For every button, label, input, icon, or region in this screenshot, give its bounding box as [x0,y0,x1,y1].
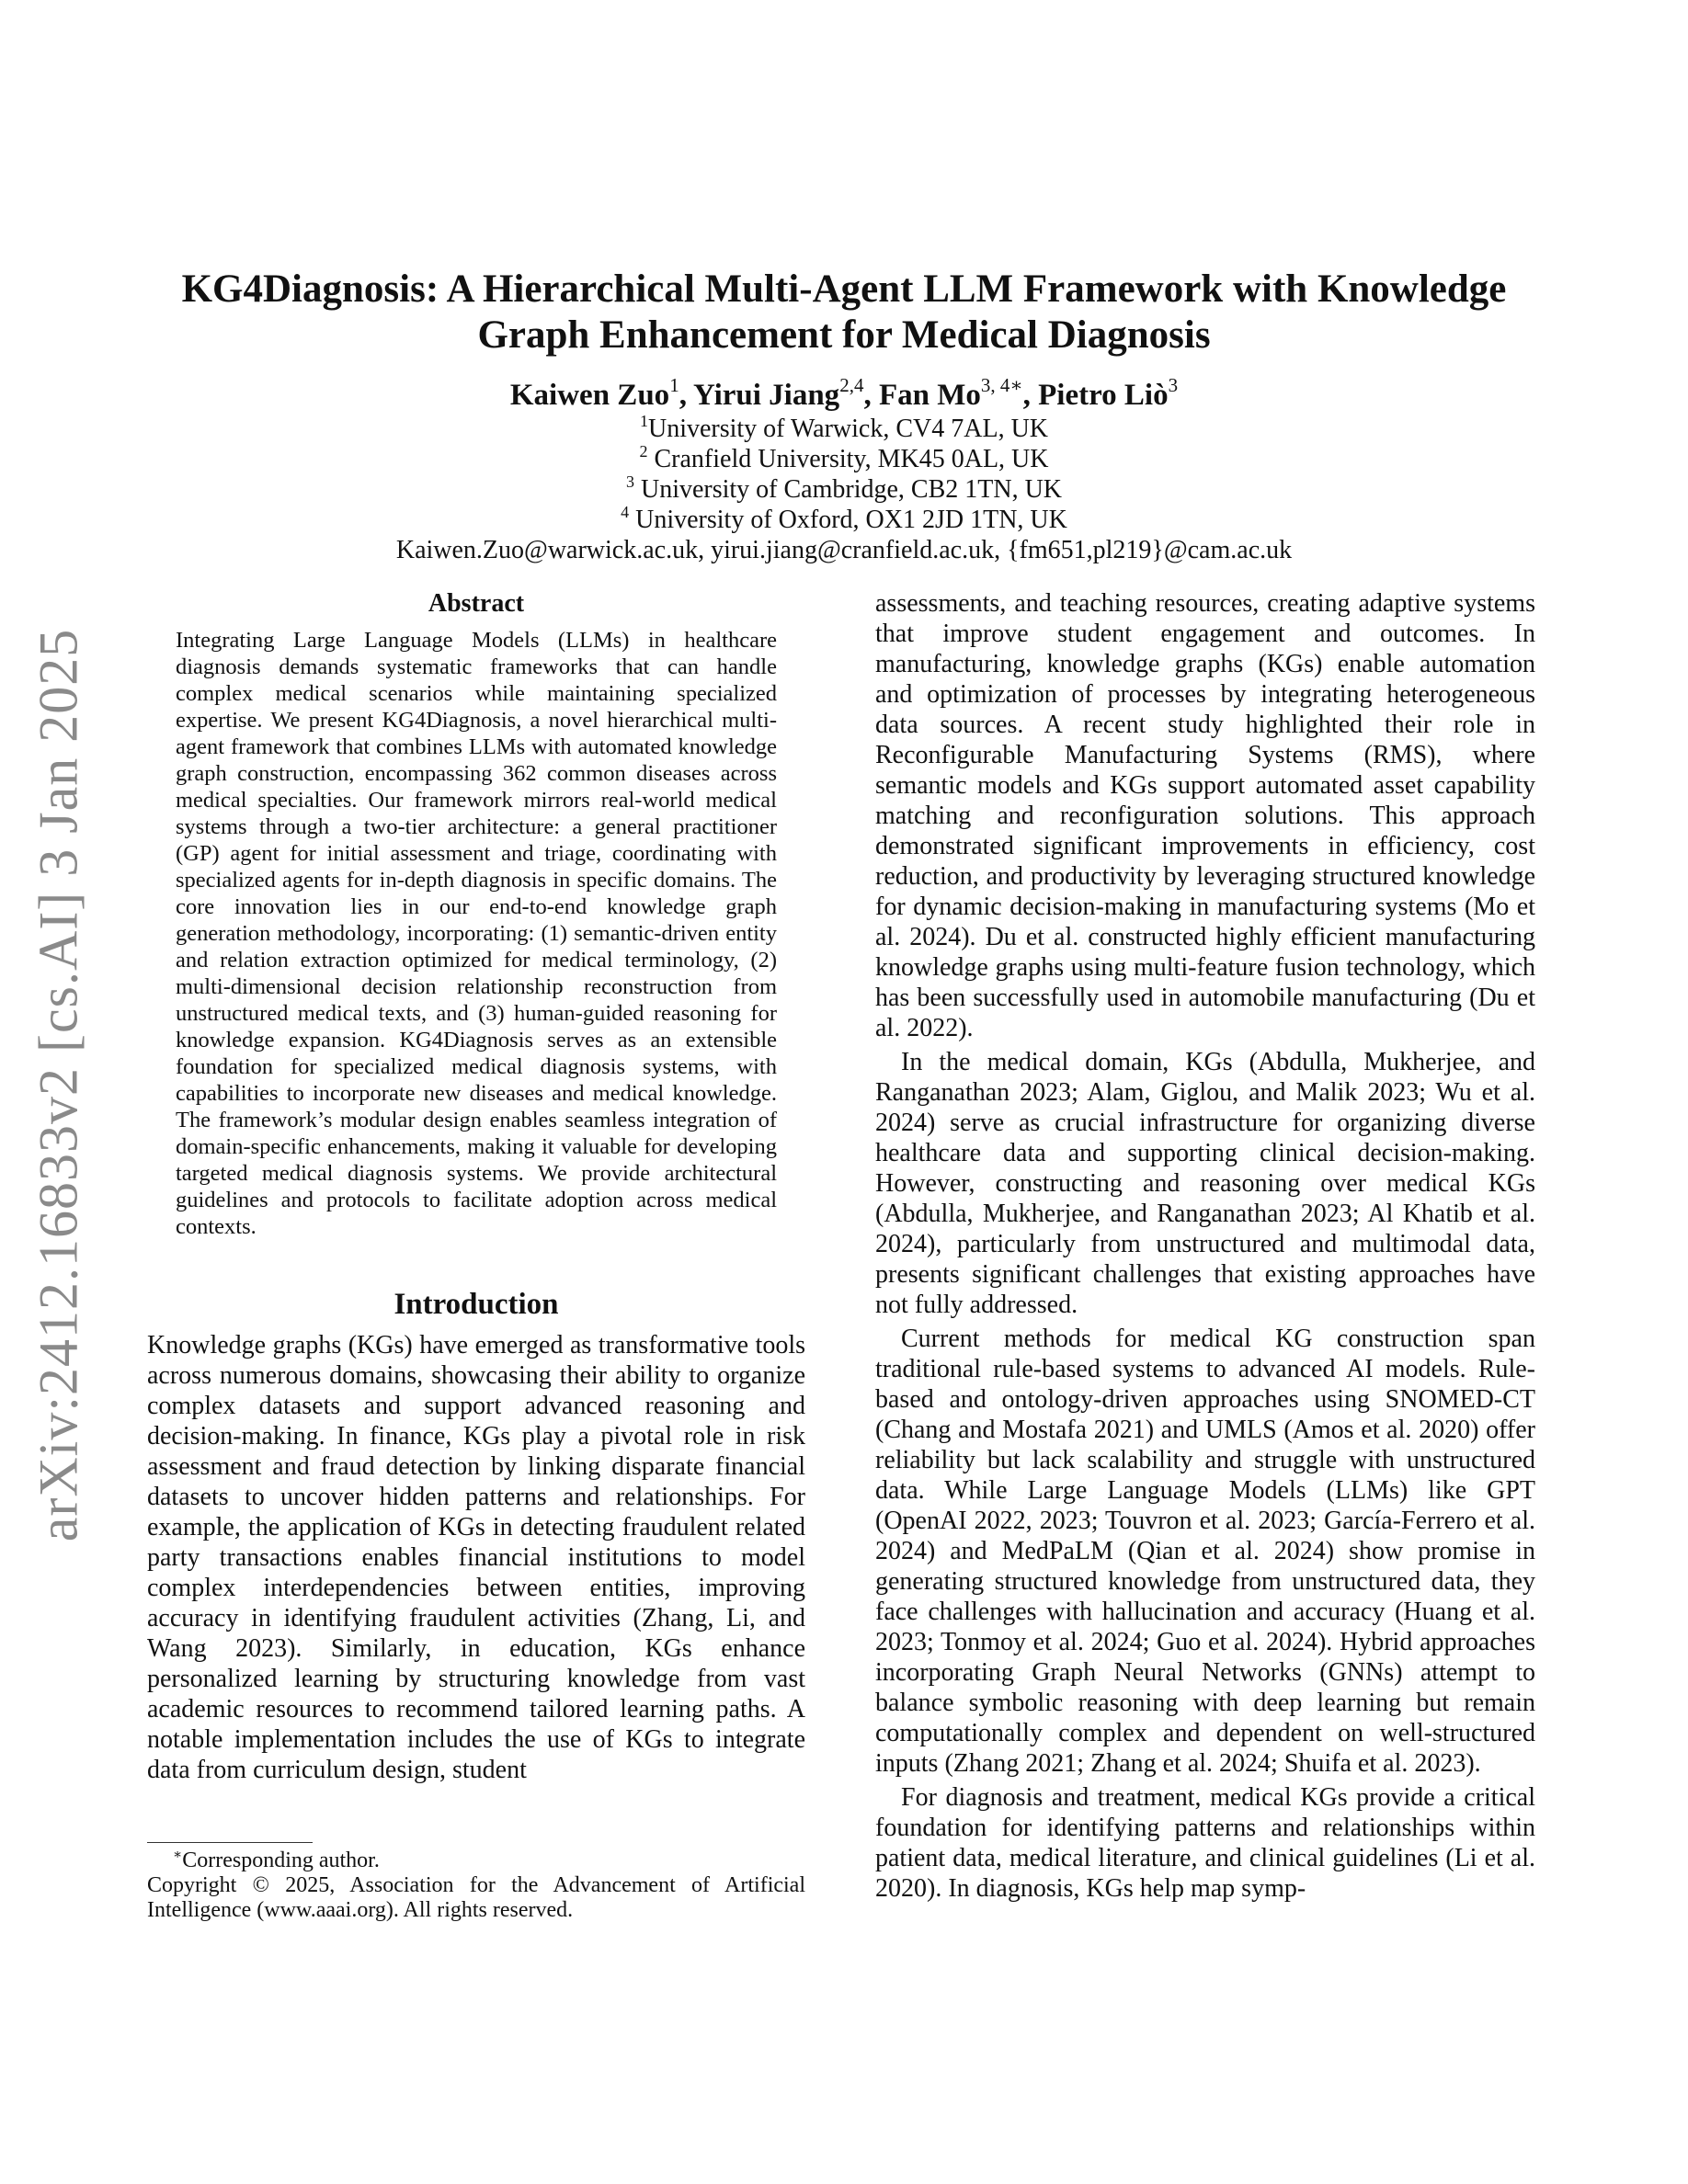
footnote-mark: ∗ [173,1848,183,1862]
author-separator: , [1022,379,1039,412]
arxiv-identifier-text: arXiv:2412.16833v2 [cs.AI] 3 Jan 2025 [28,628,89,1541]
author-affiliation-mark: 1 [669,374,679,396]
body-paragraph: assessments, and teaching resources, creating adaptive systems that improve student engagement and outcomes. In manufacturing, knowledge graphs (KGs) enable automation and optimization of processes by integrating heterogeneous data sources. A recent study highlighted their role in Reconfigurable Manufacturing Systems (RMS), where semantic models and KGs support automated asset capability matching and reconfiguration solutions. This approach demonstrated significant improvements in efficiency, cost reduction, and productivity by leveraging structured knowledge for dynamic decision-making in manufacturing systems (Mo et al. 2024). Du et al. constructed highly efficient manufacturing knowledge graphs using multi-feature fusion technology, which has been successfully used in automobile manufacturing (Du et al. 2022). [875,589,1535,1042]
corresponding-author-footnote [147,1848,805,1873]
copyright-notice: Copyright © 2025, Association for the Advancement of Artificial Intelligence (www.aaai.org). All rights reserved. [147,1873,805,1922]
left-column [147,588,805,1785]
affiliation-line [147,474,1541,505]
title-line-2: Graph Enhancement for Medical Diagnosis [477,313,1211,357]
right-column [875,588,1535,1904]
author-list [147,374,1541,414]
affiliation-mark: 1 [639,412,648,430]
author-affiliation-mark: 2,4 [839,374,864,396]
author-separator: , [863,379,879,412]
paper-title [147,267,1541,358]
author-affiliation-mark: 3 [1168,374,1179,396]
author-separator: , [679,379,693,412]
paper-header [147,267,1541,566]
body-paragraph: For diagnosis and treatment, medical KGs provide a critical foundation for identifying patterns and relationships within patient data, medical literature, and clinical guidelines (Li et al. 2020). In diagnosis, KGs help map symp- [875,1783,1535,1903]
author-name: Yirui Jiang [692,379,840,412]
affiliation-text: University of Cambridge, CB2 1TN, UK [633,475,1063,504]
arxiv-identifier-stamp [20,607,97,1563]
abstract-heading: Abstract [428,589,525,618]
footnotes [147,1842,805,1923]
title-line-1: KG4Diagnosis: A Hierarchical Multi-Agent LLM Framework with Knowledge [181,267,1507,311]
affiliation-mark: 2 [639,442,648,461]
affiliation-text: University of Oxford, OX1 2JD 1TN, UK [629,506,1067,534]
body-paragraph: In the medical domain, KGs (Abdulla, Mukherjee, and Ranganathan 2023; Alam, Giglou, and Malik 2023; Wu et al. 2024) serve as crucial infrastructure for organizing diverse healthcare data and supporting clinical decision-making. However, constructing and reasoning over medical KGs (Abdulla, Mukherjee, and Ranganathan 2023; Al Khatib et al. 2024), particularly from unstructured and multimodal data, presents significant challenges that existing approaches have not fully addressed. [875,1048,1535,1319]
introduction-heading: Introduction [393,1288,559,1321]
author-name: Kaiwen Zuo [509,379,670,412]
abstract-text: Integrating Large Language Models (LLMs) in healthcare diagnosis demands systematic frameworks that can handle complex medical scenarios while maintaining specialized expertise. We present KG4Diagnosis, a novel hierarchical multi-agent framework that combines LLMs with automated knowledge graph construction, encompassing 362 common diseases across medical specialties. Our framework mirrors real-world medical systems through a two-tier architecture: a general practitioner (GP) agent for initial assessment and triage, coordinating with specialized agents for in-depth diagnosis in specific domains. The core innovation lies in our end-to-end knowledge graph generation methodology, incorporating: (1) semantic-driven entity and relation extraction optimized for medical terminology, (2) multi-dimensional decision relationship reconstruction from unstructured medical texts, and (3) human-guided reasoning for knowledge expansion. KG4Diagnosis serves as an extensible foundation for specialized medical diagnosis systems, with capabilities to incorporate new diseases and medical knowledge. The framework’s modular design enables seamless integration of domain-specific enhancements, making it valuable for developing targeted medical diagnosis systems. We provide architectural guidelines and protocols to facilitate adoption across medical contexts. [176,628,777,1239]
affiliation-line [147,505,1541,535]
body-paragraph: Current methods for medical KG construction span traditional rule-based systems to advanced AI models. Rule-based and ontology-driven approaches using SNOMED-CT (Chang and Mostafa 2021) and UMLS (Amos et al. 2020) offer reliability but lack scalability and struggle with unstructured data. While Large Language Models (LLMs) like GPT (OpenAI 2022, 2023; Touvron et al. 2023; García-Ferrero et al. 2024) and MedPaLM (Qian et al. 2024) show promise in generating structured knowledge from unstructured data, they face challenges with hallucination and accuracy (Huang et al. 2023; Tonmoy et al. 2024; Guo et al. 2024). Hybrid approaches incorporating Graph Neural Networks (GNNs) attempt to balance symbolic reasoning with deep learning but remain computationally complex and dependent on well-structured inputs (Zhang 2021; Zhang et al. 2024; Shuifa et al. 2023). [875,1325,1535,1778]
affiliation-text: University of Warwick, CV4 7AL, UK [647,415,1049,443]
affiliation-mark: 3 [625,472,634,491]
author-name: Fan Mo [878,379,981,412]
footnote-text: Corresponding author. [182,1848,380,1872]
affiliation-mark: 4 [621,503,630,521]
introduction-paragraph: Knowledge graphs (KGs) have emerged as transformative tools across numerous domains, showcasing their ability to organize complex datasets and support advanced reasoning and decision-making. In finance, KGs play a pivotal role in risk assessment and fraud detection by linking disparate financial datasets to uncover hidden patterns and relationships. For example, the application of KGs in detecting fraudulent related party transactions enables financial institutions to model complex interdependencies between entities, improving accuracy in identifying fraudulent activities (Zhang, Li, and Wang 2023). Similarly, in education, KGs enhance personalized learning by structuring knowledge from vast academic resources to recommend tailored learning paths. A notable implementation includes the use of KGs to integrate data from curriculum design, student [147,1331,805,1784]
footnote-rule [147,1842,313,1843]
affiliation-line [147,444,1541,474]
affiliation-text: Cranfield University, MK45 0AL, UK [647,445,1049,473]
author-emails: Kaiwen.Zuo@warwick.ac.uk, yirui.jiang@cranfield.ac.uk, {fm651,pl219}@cam.ac.uk [395,536,1293,564]
author-affiliation-mark: 3, 4∗ [980,374,1023,396]
affiliation-line [147,414,1541,444]
author-name: Pietro Liò [1038,379,1169,412]
